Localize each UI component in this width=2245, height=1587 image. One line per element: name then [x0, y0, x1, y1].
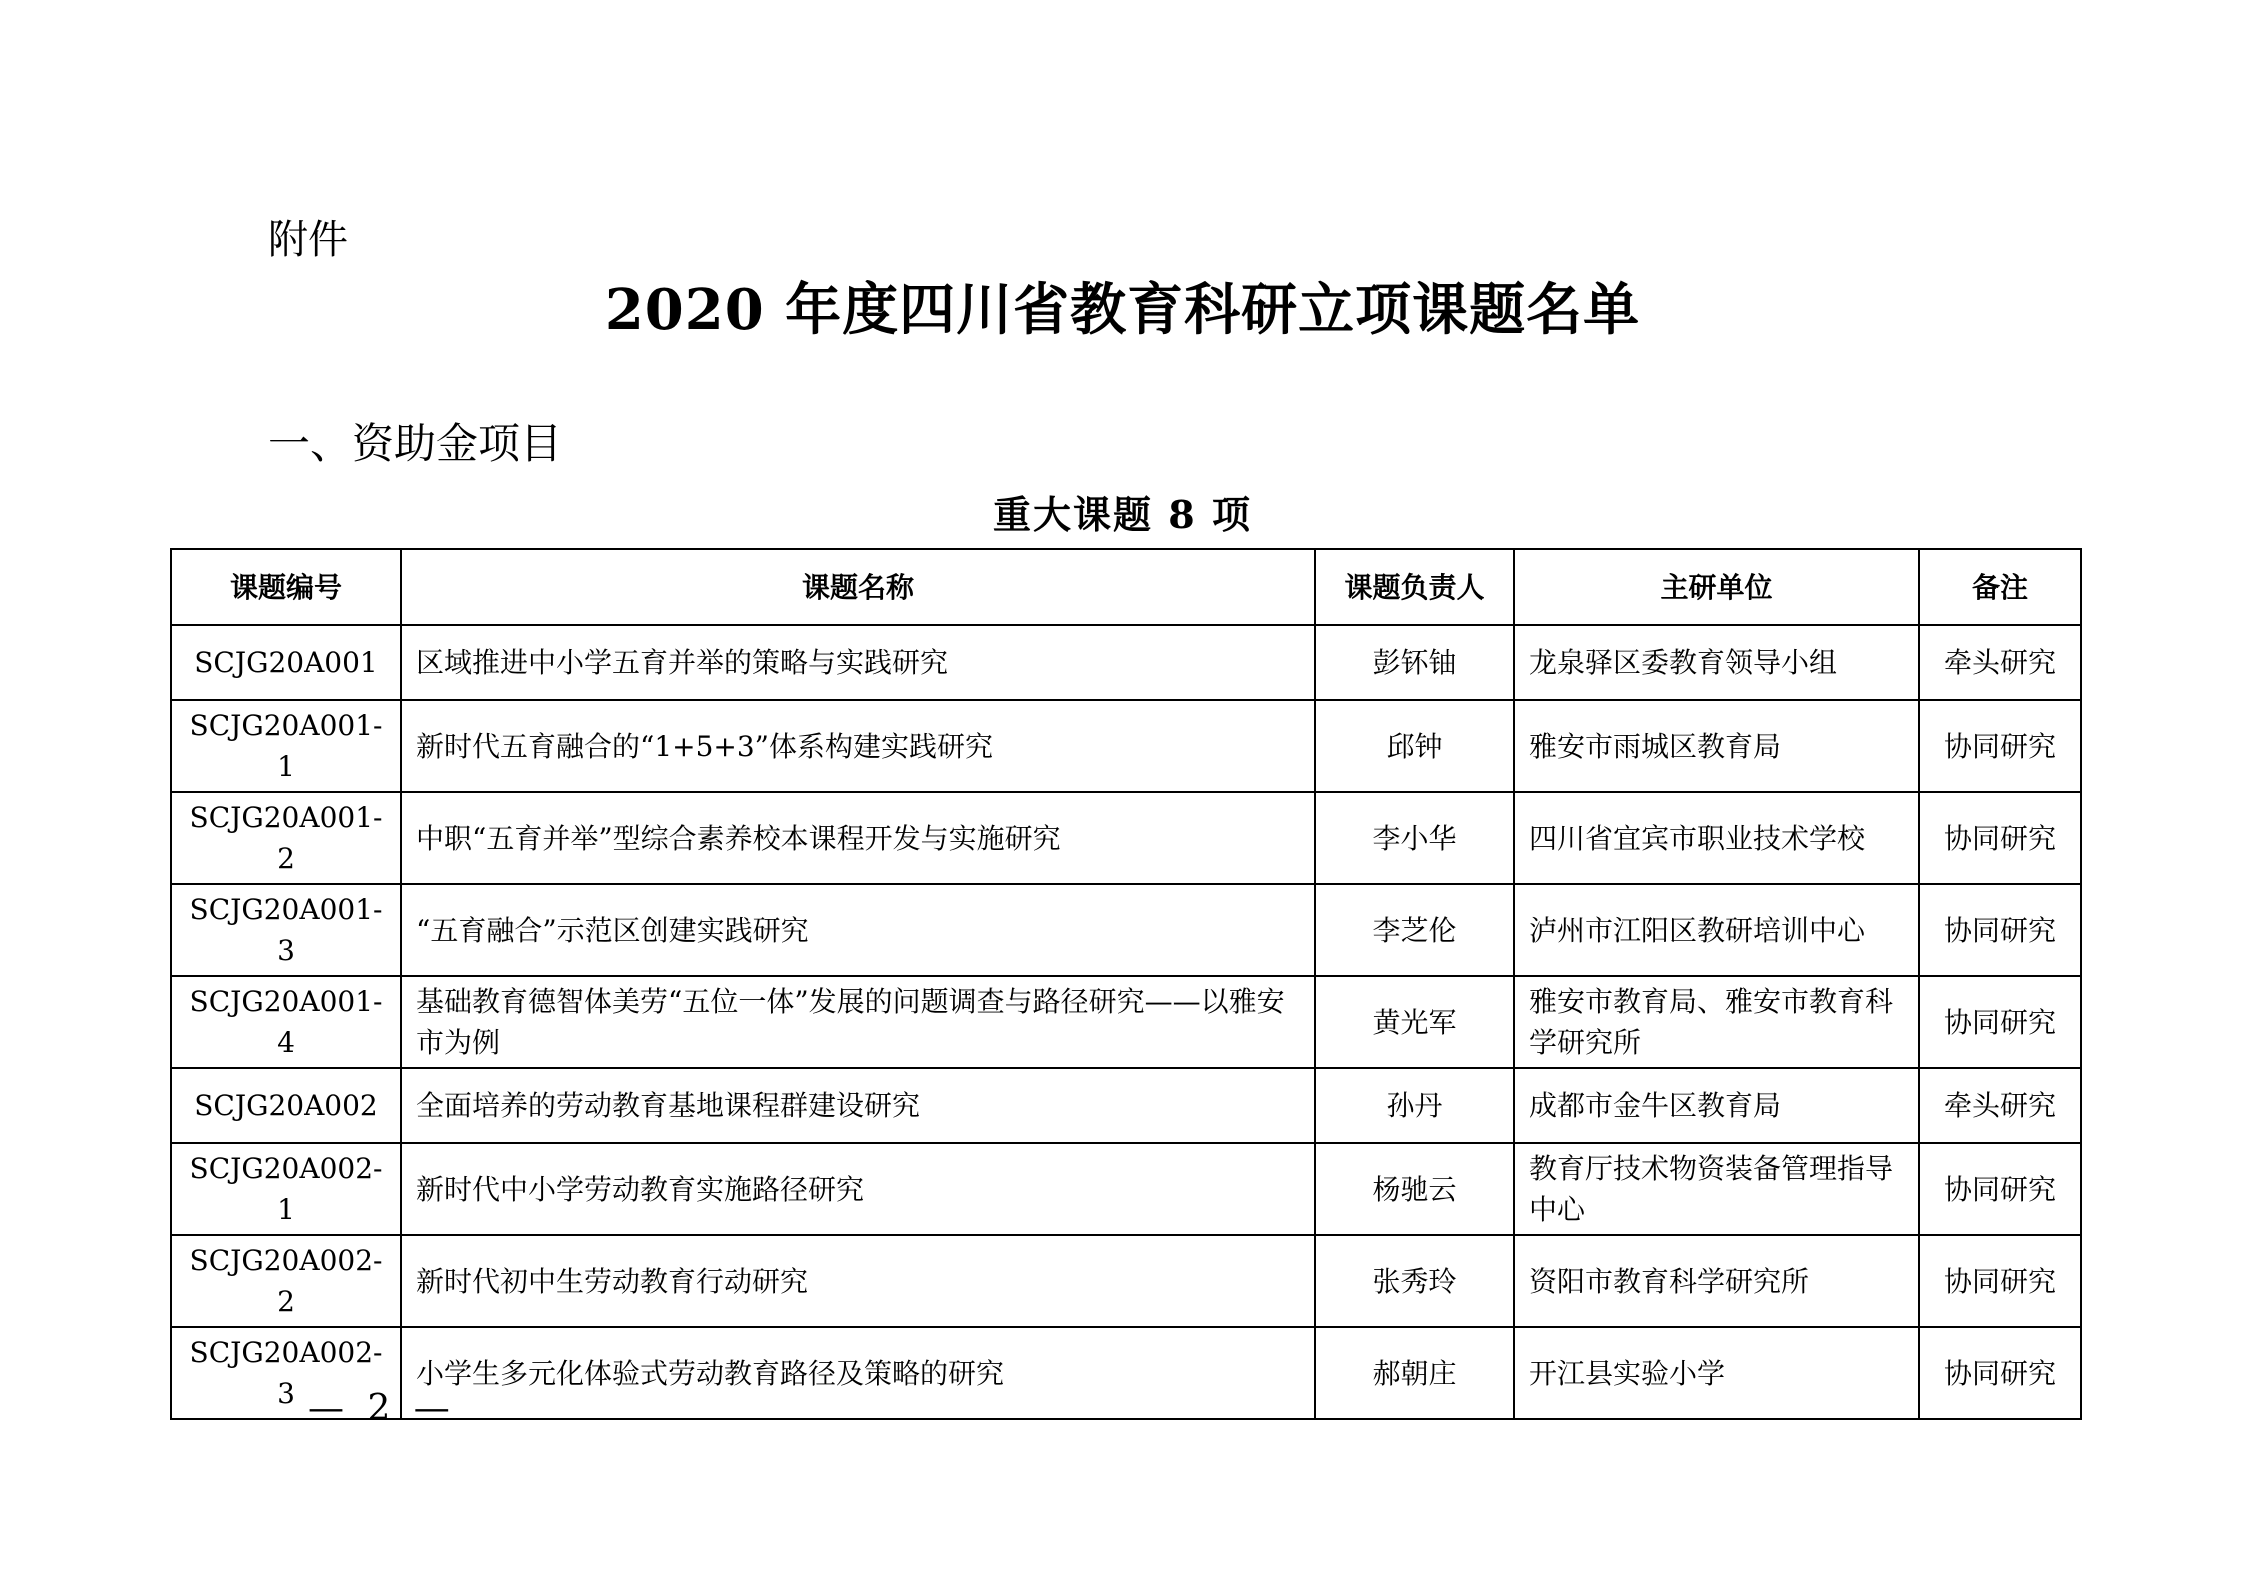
cell-note: 协同研究 [1919, 1235, 2081, 1327]
cell-leader: 张秀玲 [1315, 1235, 1514, 1327]
cell-unit: 教育厅技术物资装备管理指导中心 [1514, 1143, 1919, 1235]
cell-code: SCJG20A001-3 [171, 884, 401, 976]
header-name: 课题名称 [401, 549, 1315, 625]
cell-unit: 雅安市教育局、雅安市教育科学研究所 [1514, 976, 1919, 1068]
table-row [171, 625, 2081, 700]
cell-note: 协同研究 [1919, 976, 2081, 1068]
cell-code: SCJG20A002 [171, 1068, 401, 1143]
cell-unit: 雅安市雨城区教育局 [1514, 700, 1919, 792]
cell-code: SCJG20A001-2 [171, 792, 401, 884]
cell-unit: 成都市金牛区教育局 [1514, 1068, 1919, 1143]
table-row [171, 1068, 2081, 1143]
section-heading: 一、资助金项目 [268, 419, 563, 468]
cell-note: 协同研究 [1919, 1327, 2081, 1419]
cell-name: 小学生多元化体验式劳动教育路径及策略的研究 [401, 1327, 1315, 1419]
table-row [171, 884, 2081, 976]
cell-leader: 彭钚铀 [1315, 625, 1514, 700]
project-table [170, 548, 2082, 1420]
cell-leader: 黄光军 [1315, 976, 1514, 1068]
table-row [171, 976, 2081, 1068]
table-row [171, 1235, 2081, 1327]
table-row [171, 792, 2081, 884]
cell-name: 全面培养的劳动教育基地课程群建设研究 [401, 1068, 1315, 1143]
cell-name: “五育融合”示范区创建实践研究 [401, 884, 1315, 976]
cell-code: SCJG20A002-1 [171, 1143, 401, 1235]
header-code: 课题编号 [171, 549, 401, 625]
table-row [171, 1327, 2081, 1419]
cell-name: 新时代五育融合的“1+5+3”体系构建实践研究 [401, 700, 1315, 792]
cell-name: 新时代初中生劳动教育行动研究 [401, 1235, 1315, 1327]
table-row [171, 700, 2081, 792]
table-header-row [171, 549, 2081, 625]
table-caption: 重大课题 8 项 [993, 492, 1252, 537]
cell-leader: 杨驰云 [1315, 1143, 1514, 1235]
header-unit: 主研单位 [1514, 549, 1919, 625]
header-leader: 课题负责人 [1315, 549, 1514, 625]
header-note: 备注 [1919, 549, 2081, 625]
cell-unit: 龙泉驿区委教育领导小组 [1514, 625, 1919, 700]
cell-unit: 四川省宜宾市职业技术学校 [1514, 792, 1919, 884]
cell-code: SCJG20A001-4 [171, 976, 401, 1068]
cell-code: SCJG20A001 [171, 625, 401, 700]
cell-note: 协同研究 [1919, 700, 2081, 792]
cell-leader: 邱钟 [1315, 700, 1514, 792]
cell-note: 协同研究 [1919, 792, 2081, 884]
cell-name: 中职“五育并举”型综合素养校本课程开发与实施研究 [401, 792, 1315, 884]
cell-leader: 李芝伦 [1315, 884, 1514, 976]
table-row [171, 1143, 2081, 1235]
cell-unit: 资阳市教育科学研究所 [1514, 1235, 1919, 1327]
attachment-label: 附件 [268, 217, 348, 263]
cell-unit: 开江县实验小学 [1514, 1327, 1919, 1419]
cell-leader: 孙丹 [1315, 1068, 1514, 1143]
cell-note: 牵头研究 [1919, 1068, 2081, 1143]
cell-code: SCJG20A002-2 [171, 1235, 401, 1327]
cell-name: 新时代中小学劳动教育实施路径研究 [401, 1143, 1315, 1235]
cell-unit: 泸州市江阳区教研培训中心 [1514, 884, 1919, 976]
cell-name: 基础教育德智体美劳“五位一体”发展的问题调查与路径研究——以雅安市为例 [401, 976, 1315, 1068]
cell-note: 协同研究 [1919, 884, 2081, 976]
cell-leader: 郝朝庄 [1315, 1327, 1514, 1419]
cell-note: 牵头研究 [1919, 625, 2081, 700]
cell-code: SCJG20A001-1 [171, 700, 401, 792]
cell-note: 协同研究 [1919, 1143, 2081, 1235]
document-title: 2020 年度四川省教育科研立项课题名单 [604, 277, 1641, 343]
cell-code: SCJG20A002-3 [171, 1327, 401, 1419]
page-number: — 2 — [308, 1388, 456, 1429]
cell-leader: 李小华 [1315, 792, 1514, 884]
cell-name: 区域推进中小学五育并举的策略与实践研究 [401, 625, 1315, 700]
